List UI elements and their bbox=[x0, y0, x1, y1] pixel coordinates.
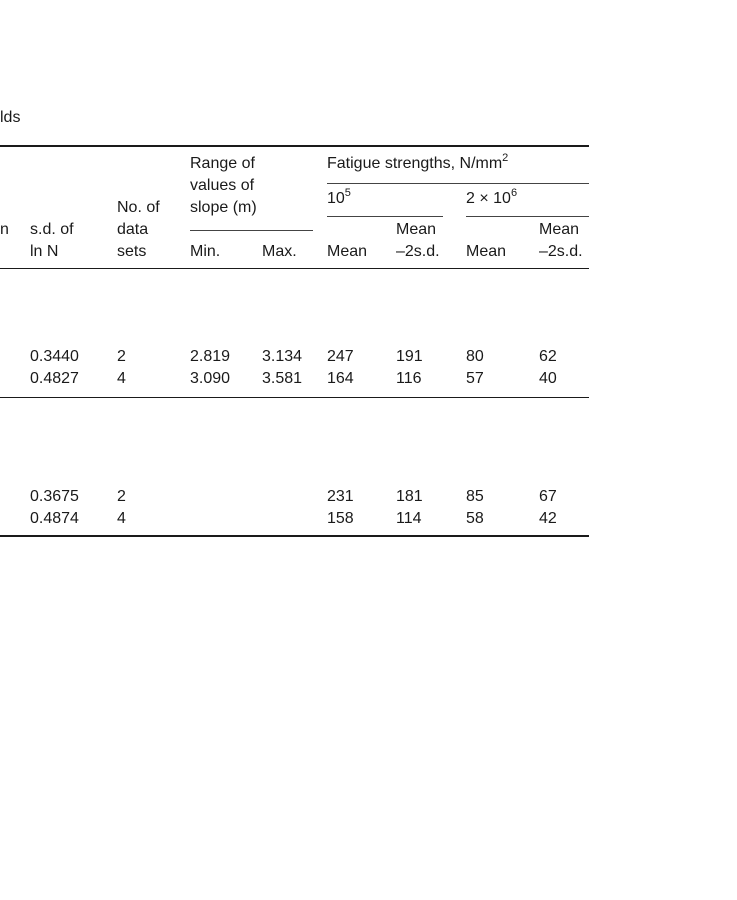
cell-sd: 0.4827 bbox=[30, 370, 79, 387]
header-cycles-1-sup: 5 bbox=[344, 186, 351, 199]
header-cycles-2 bbox=[466, 186, 518, 209]
header-range-line2: values of bbox=[190, 177, 255, 194]
cell-sd: 0.4874 bbox=[30, 510, 79, 527]
header-cycles-1 bbox=[327, 186, 351, 209]
header-bottom-rule bbox=[0, 268, 589, 269]
cell-meansd-1: 116 bbox=[396, 370, 422, 387]
cell-meansd-1: 181 bbox=[396, 488, 423, 505]
header-range-line1: Range of bbox=[190, 155, 255, 172]
cell-sd: 0.3440 bbox=[30, 348, 79, 365]
header-mean-1: Mean bbox=[327, 243, 368, 260]
cell-meansd-1: 191 bbox=[396, 348, 423, 365]
header-meansd-2-line2: –2s.d. bbox=[539, 243, 583, 260]
cell-mean-2: 57 bbox=[466, 370, 484, 387]
cell-mean-1: 247 bbox=[327, 348, 354, 365]
header-meansd-2-line1: Mean bbox=[539, 221, 580, 238]
cycles-1-underline bbox=[327, 216, 443, 217]
header-min: Min. bbox=[190, 243, 221, 260]
cell-sd: 0.3675 bbox=[30, 488, 79, 505]
cycles-2-underline bbox=[466, 216, 589, 217]
header-meansd-1-line1: Mean bbox=[396, 221, 437, 238]
header-cycles-2-sup: 6 bbox=[510, 186, 518, 199]
cell-meansd-1: 114 bbox=[396, 510, 422, 527]
header-max: Max. bbox=[262, 243, 297, 260]
header-nsets-line1: No. of bbox=[117, 199, 160, 216]
cell-meansd-2: 42 bbox=[539, 510, 557, 527]
header-fatigue-sup: 2 bbox=[502, 151, 509, 164]
header-left-fragment: n bbox=[0, 221, 9, 238]
cell-meansd-2: 40 bbox=[539, 370, 557, 387]
header-meansd-1-line2: –2s.d. bbox=[396, 243, 440, 260]
cell-mean-2: 80 bbox=[466, 348, 484, 365]
cell-min: 3.090 bbox=[190, 370, 231, 387]
cell-nsets: 4 bbox=[117, 370, 126, 387]
cell-max: 3.581 bbox=[262, 370, 303, 387]
cell-mean-1: 164 bbox=[327, 370, 354, 387]
cell-mean-2: 85 bbox=[466, 488, 484, 505]
header-mean-2: Mean bbox=[466, 243, 507, 260]
cell-min: 2.819 bbox=[190, 348, 231, 365]
cell-max: 3.134 bbox=[262, 348, 303, 365]
header-cycles-1-text: 10 bbox=[327, 190, 345, 207]
group-divider-rule bbox=[0, 397, 589, 398]
fatigue-underline bbox=[327, 183, 589, 184]
cell-mean-2: 58 bbox=[466, 510, 484, 527]
header-fatigue bbox=[327, 151, 509, 174]
table-bottom-rule bbox=[0, 535, 589, 537]
header-sd-line1: s.d. of bbox=[30, 221, 74, 238]
cell-nsets: 2 bbox=[117, 348, 126, 365]
cell-nsets: 2 bbox=[117, 488, 126, 505]
header-nsets-line2: data bbox=[117, 221, 149, 238]
cell-meansd-2: 67 bbox=[539, 488, 557, 505]
cell-mean-1: 158 bbox=[327, 510, 354, 527]
header-sd-line2: ln N bbox=[30, 243, 59, 260]
table-top-rule bbox=[0, 145, 589, 147]
range-underline bbox=[190, 230, 313, 231]
table-caption: lds bbox=[0, 109, 21, 126]
header-nsets-line3: sets bbox=[117, 243, 147, 260]
header-cycles-2-text: 2 × 10 bbox=[466, 190, 511, 207]
cell-mean-1: 231 bbox=[327, 488, 354, 505]
cell-meansd-2: 62 bbox=[539, 348, 557, 365]
cell-nsets: 4 bbox=[117, 510, 126, 527]
header-range-line3: slope (m) bbox=[190, 199, 257, 216]
header-fatigue-text: Fatigue strengths, N/mm bbox=[327, 155, 503, 172]
